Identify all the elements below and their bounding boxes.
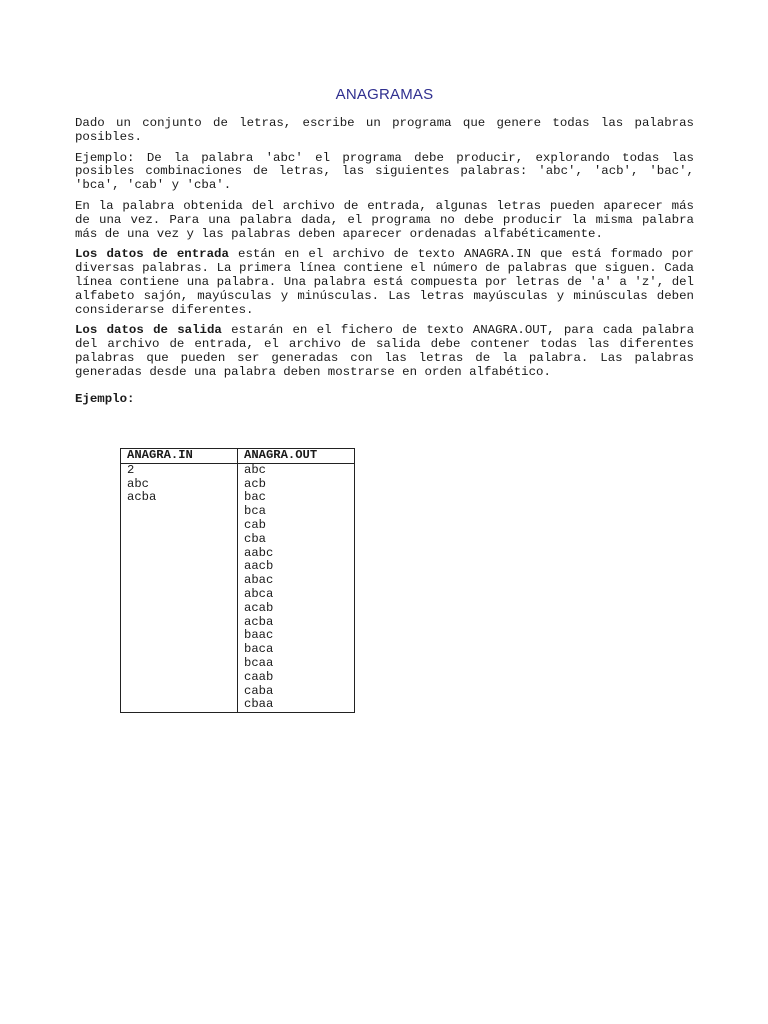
column-header-input: ANAGRA.IN xyxy=(121,449,238,464)
output-line: acba xyxy=(244,614,274,629)
output-line: acb xyxy=(244,476,266,491)
column-header-output: ANAGRA.OUT xyxy=(238,449,355,464)
example-table xyxy=(120,448,355,713)
output-line: cbaa xyxy=(244,697,274,712)
input-cell xyxy=(121,463,238,712)
input-data-heading: Los datos de entrada xyxy=(75,247,229,262)
intro-paragraph: Dado un conjunto de letras, escribe un programa que genere todas las palabras posibles. xyxy=(75,116,694,144)
output-line: baca xyxy=(244,642,274,657)
input-line: acba xyxy=(127,490,157,505)
output-line: bca xyxy=(244,504,266,519)
output-line: bac xyxy=(244,490,266,505)
table-row xyxy=(121,463,355,712)
output-line: caba xyxy=(244,683,274,698)
output-line: caab xyxy=(244,669,274,684)
output-line: baac xyxy=(244,628,274,643)
example-paragraph: Ejemplo: De la palabra 'abc' el programa debe producir, explorando todas las posibles combinaciones de letras, las siguientes palabras: 'abc', 'acb', 'bac', 'bca', 'cab' y 'cba'. xyxy=(75,150,694,193)
input-line: 2 xyxy=(127,462,135,477)
repeated-letters-paragraph: En la palabra obtenida del archivo de entrada, algunas letras pueden aparecer más de una vez. Para una palabra dada, el programa no debe producir la misma palabra más de una vez y las palabras deben aparecer ordenadas alfabéticamente. xyxy=(75,198,694,241)
output-data-paragraph xyxy=(75,324,694,379)
input-data-paragraph xyxy=(75,248,694,317)
output-data-text: estarán en el fichero de texto ANAGRA.OUT, para cada palabra del archivo de entrada, el archivo de salida debe contener todas las diferentes palabras que pueden ser generadas con las letras de la palabra. Las palabras generadas desde una palabra deben mostrarse en orden alfabético. xyxy=(75,323,695,379)
input-line: abc xyxy=(127,476,149,491)
output-line: abc xyxy=(244,462,266,477)
output-line: aacb xyxy=(244,559,274,574)
example-label: Ejemplo: xyxy=(75,391,135,406)
output-line: cba xyxy=(244,531,266,546)
document-page xyxy=(75,86,694,412)
page-title: ANAGRAMAS xyxy=(335,86,434,103)
output-line: abac xyxy=(244,573,274,588)
output-line: abca xyxy=(244,586,274,601)
output-line: cab xyxy=(244,517,266,532)
output-line: bcaa xyxy=(244,655,274,670)
output-cell xyxy=(238,463,355,712)
output-line: acab xyxy=(244,600,274,615)
output-line: aabc xyxy=(244,545,274,560)
output-data-heading: Los datos de salida xyxy=(75,323,222,338)
input-data-text: están en el archivo de texto ANAGRA.IN que está formado por diversas palabras. La primera línea contiene el número de palabras que siguen. Cada línea contiene una palabra. Una palabra está compuesta por letras de 'a' a 'z', del alfabeto sajón, mayúsculas y minúsculas. Las letras mayúsculas y minúsculas deben considerarse diferentes. xyxy=(75,247,694,317)
table-header-row xyxy=(121,449,355,464)
